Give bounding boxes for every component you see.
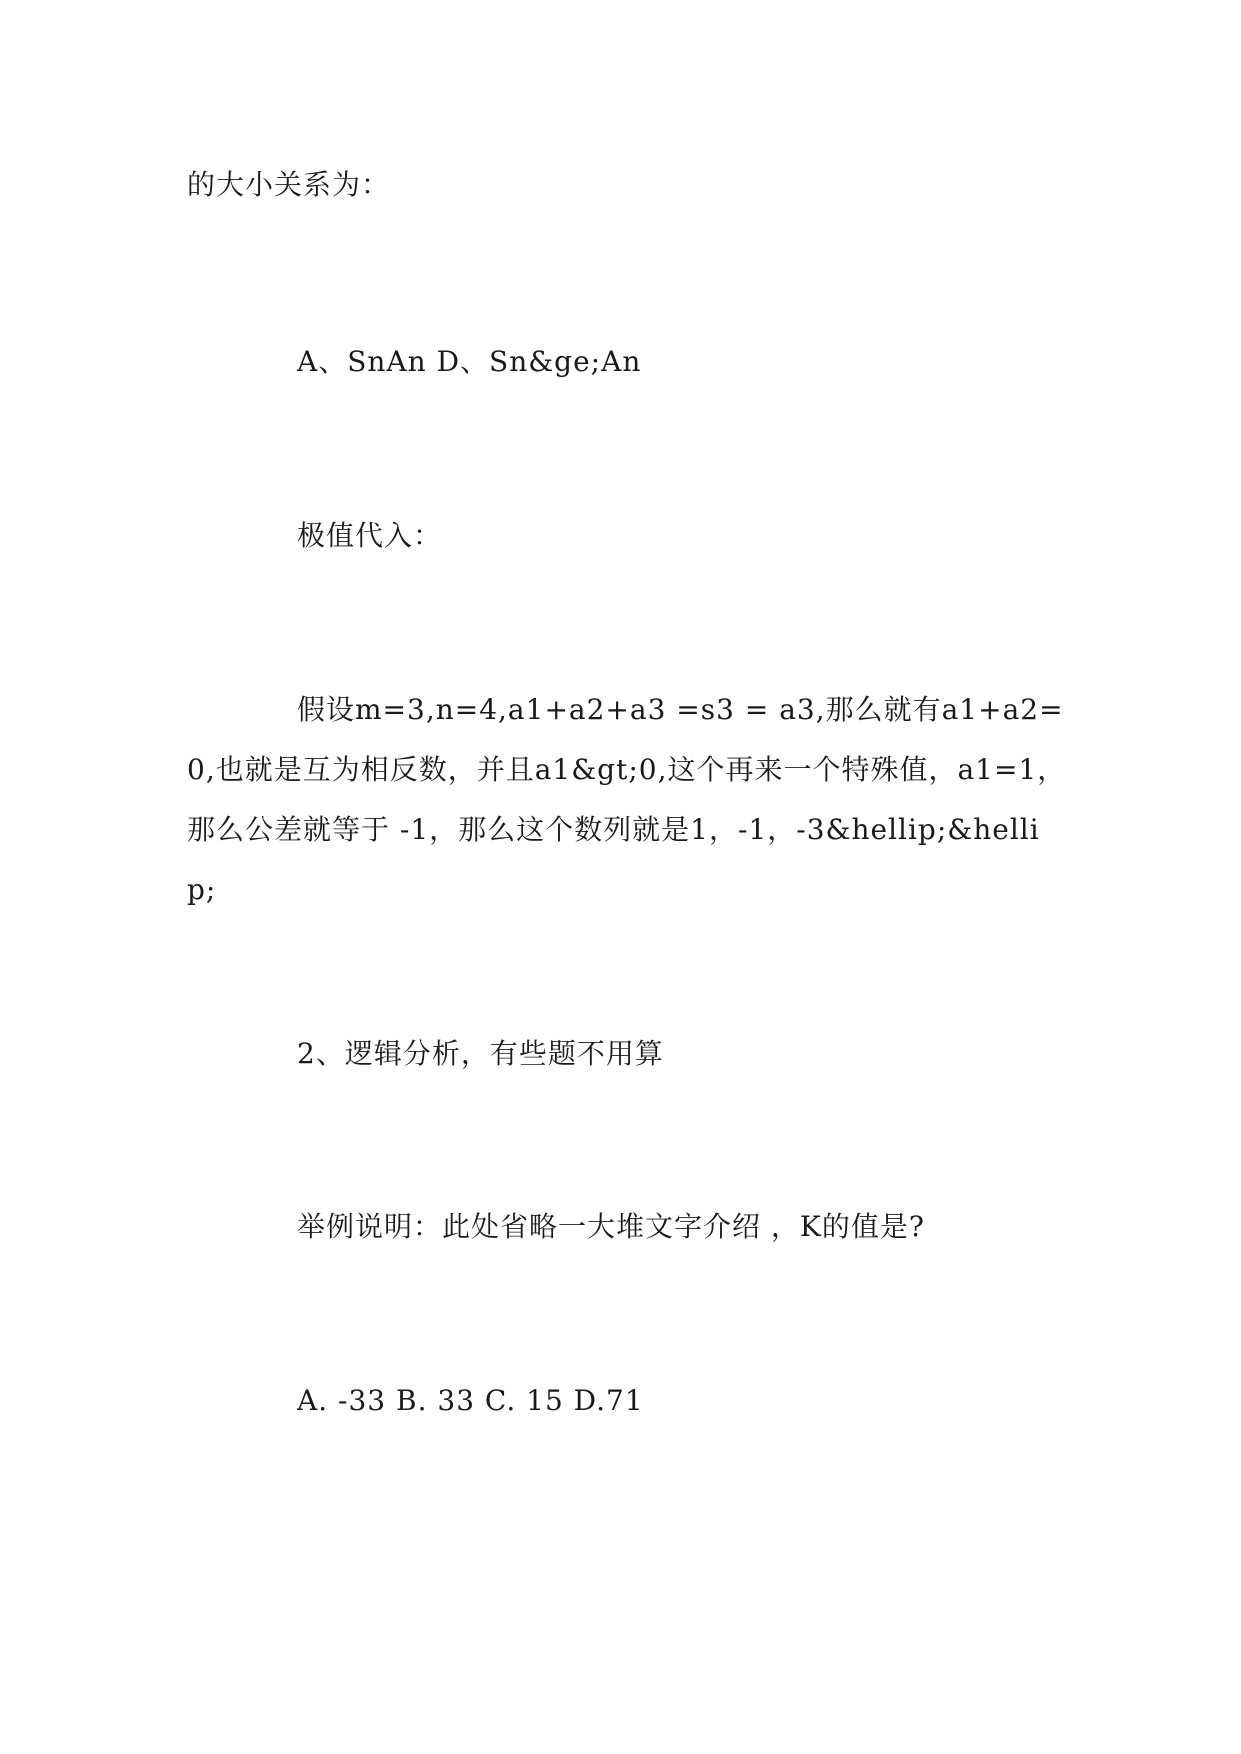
extreme-value-heading: 极值代入： bbox=[297, 519, 443, 552]
options-sn-text: A、SnAn D、Sn&ge;An bbox=[297, 345, 642, 378]
assumption-paragraph: 假设m=3,n=4,a1+a2+a3 =s3 = a3,那么就有a1+a2=0,也就是互为相反数，并且a1&gt;0,这个再来一个特殊值，a1=1，那么公差就等于 -1，那么这个数列就是1，-1，-3&hellip;&hellip; bbox=[187, 693, 1067, 906]
example-text: 举例说明：此处省略一大堆文字介绍 ，K的值是? bbox=[297, 1210, 925, 1243]
relation-text: 的大小关系为： bbox=[187, 168, 391, 201]
logic-analysis-heading: 2、逻辑分析，有些题不用算 bbox=[297, 1037, 664, 1070]
options-k-text: A. -33 B. 33 C. 15 D.71 bbox=[297, 1384, 644, 1417]
